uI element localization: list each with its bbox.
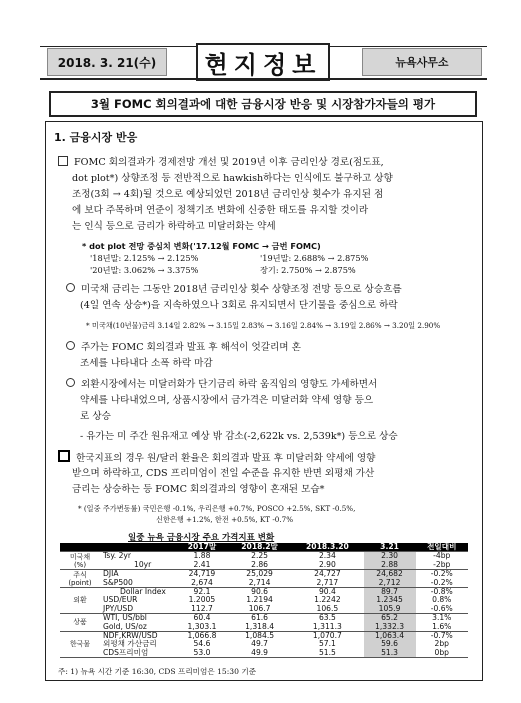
- category-cell: 외환: [60, 588, 100, 614]
- table-cell: 49.7: [251, 639, 269, 649]
- table-cell: 1,063.4: [364, 632, 416, 641]
- table-cell: 2.34: [291, 552, 363, 561]
- paragraph-1-line: FOMC 회의결과가 경제전망 개선 및 2019년 이후 금리인상 경로(점도표,: [58, 155, 384, 171]
- paragraph-2-line: 미국채 금리는 그동안 2018년 금리인상 횟수 상향조정 전망 등으로 상승흐름: [66, 282, 402, 298]
- category-cell: 상품: [60, 614, 100, 632]
- paragraph-3-line: 주가는 FOMC 회의결과 발표 후 해석이 엇갈리며 혼: [66, 340, 301, 356]
- table-cell: 57.1: [318, 639, 336, 649]
- table-cell: -4bp: [416, 552, 468, 561]
- table-cell: -2bp: [433, 559, 451, 569]
- table-cell: 106.7: [248, 603, 271, 613]
- paragraph-4-line: 외환시장에서는 미달러화가 단기금리 하락 움직임의 영향도 가세하면서: [66, 377, 377, 393]
- table-cell: 0bp: [434, 647, 449, 657]
- table-cell: 2.90: [318, 559, 336, 569]
- table-cell: 1.2194: [246, 595, 273, 605]
- table-cell: 92.1: [176, 588, 228, 597]
- oil-price-line: - 유가는 미 주간 원유재고 예상 밖 감소(-2,622k vs. 2,539k*) 등으로 상승: [80, 431, 398, 442]
- indicator-name: NDF,KRW/USD: [100, 632, 176, 641]
- paragraph-1-line: dot plot*) 상향조정 등 전반적으로 hawkish하다는 인식에도 불구하고 상향: [72, 173, 393, 184]
- dotplot-cell: 장기: 2.750% → 2.875%: [260, 265, 356, 275]
- indicator-name: Tsy. 2yr: [100, 552, 176, 561]
- indicator-name: Gold, US/oz: [103, 621, 147, 631]
- paragraph-1-line: 는 인식 등으로 금리가 하락하고 미달러화는 약세: [72, 221, 276, 232]
- table-cell: 2.86: [251, 559, 269, 569]
- table-cell: 2.41: [193, 559, 211, 569]
- table-cell: -0.6%: [430, 603, 453, 613]
- column-header: 전일대비: [416, 543, 468, 552]
- category-cell: 한국물: [60, 632, 100, 658]
- column-header: 3.21: [364, 543, 416, 552]
- table-cell: -0.8%: [416, 588, 468, 597]
- indicator-name: WTI, US/bbl: [100, 614, 176, 623]
- table-cell: 65.2: [364, 614, 416, 623]
- table-cell: 2,674: [191, 577, 213, 587]
- table-title: 일중 뉴욕 금융시장 주요 가격지표 변화: [128, 533, 275, 543]
- table-cell: 1,084.5: [228, 632, 291, 641]
- table-cell: 24,727: [291, 570, 363, 579]
- stock-change-note: 신한은행 +1.2%, 한전 +0.5%, KT -0.7%: [156, 515, 294, 524]
- stock-change-note: * (일중 주가변동률) 국민은행 -0.1%, 우리은행 +0.7%, POSCO +2.5%, SKT -0.5%,: [78, 504, 356, 513]
- table-cell: 2,712: [364, 579, 416, 588]
- table-cell: 59.6: [364, 640, 416, 648]
- table-cell: 1,311.3: [312, 621, 342, 631]
- indicator-name: CDS프리미엄: [103, 647, 149, 657]
- paragraph-1-line: 에 보다 주목하며 연준이 정책기조 변화에 신중한 태도를 유지할 것이라: [72, 205, 369, 216]
- table-cell: 1.2345: [364, 596, 416, 604]
- table-cell: 53.0: [193, 647, 211, 657]
- table-cell: 25,029: [228, 570, 291, 579]
- table-cell: 0.8%: [432, 595, 452, 605]
- table-cell: 63.5: [291, 614, 363, 623]
- indicator-name: USD/EUR: [103, 595, 138, 605]
- table-cell: 1.2242: [314, 595, 341, 605]
- header-rule-bottom: [40, 78, 487, 80]
- table-cell: 51.5: [318, 647, 336, 657]
- paragraph-3-line: 조세를 나타내다 소폭 하락 마감: [80, 358, 213, 369]
- table-cell: 90.6: [228, 588, 291, 597]
- indicator-name: 10yr: [134, 559, 152, 569]
- table-cell: 24,719: [176, 570, 228, 579]
- table-footnote: 주: 1) 뉴욕 시간 기준 16:30, CDS 프리미엄은 15:30 기준: [58, 667, 257, 676]
- table-cell: 112.7: [191, 603, 213, 613]
- category-cell: 미국채 (%): [60, 552, 100, 570]
- table-cell: -0.7%: [416, 632, 468, 641]
- table-cell: 2,714: [248, 577, 271, 587]
- indicator-name: 외평채 가산금리: [103, 639, 157, 649]
- treasury-note: * 미국채(10년물)금리 3.14일 2.82% → 3.15일 2.83% → 3.16일 2.84% → 3.19일 2.86% → 3.20일 2.90%: [86, 321, 441, 330]
- dotplot-cell: '19년말: 2.688% → 2.875%: [260, 253, 369, 263]
- section-heading: 1. 금융시장 반응: [54, 131, 138, 144]
- report-title: 현지정보: [196, 43, 330, 81]
- table-cell: 61.6: [228, 614, 291, 623]
- table-cell: 2bp: [434, 639, 449, 649]
- table-row: [60, 649, 468, 658]
- table-cell: 54.6: [193, 639, 211, 649]
- table-cell: 90.4: [291, 588, 363, 597]
- table-cell: 1,070.7: [291, 632, 363, 641]
- circle-bullet-icon: [66, 283, 75, 292]
- column-header: 2017말: [176, 543, 228, 552]
- paragraph-4-line: 약세를 나타내었으며, 상품시장에서 금가격은 미달러화 약세 영향 등으: [80, 395, 374, 406]
- table-cell: 60.4: [176, 614, 228, 623]
- dotplot-cell: '18년말: 2.125% → 2.125%: [90, 253, 199, 263]
- paragraph-1-line: 조정(3회 → 4회)될 것으로 예상되었던 2018년 금리인상 횟수가 유지된 점: [72, 189, 384, 200]
- market-indicator-table: [60, 543, 468, 658]
- office-name: 뉴욕사무소: [362, 48, 482, 76]
- paragraph-4-line: 로 상승: [80, 411, 111, 422]
- table-cell: 1.88: [176, 552, 228, 561]
- square-bullet-icon: [58, 450, 70, 462]
- circle-bullet-icon: [66, 341, 75, 350]
- dotplot-title: * dot plot 전망 중심치 변화('17.12월 FOMC → 금번 FOMC): [82, 241, 321, 251]
- indicator-name: JPY/USD: [103, 603, 134, 613]
- table-cell: 1,066.8: [176, 632, 228, 641]
- report-date: 2018. 3. 21(수): [47, 48, 167, 76]
- table-cell: 1,318.4: [245, 621, 275, 631]
- table-cell: 2.30: [364, 552, 416, 561]
- table-cell: 2.88: [364, 561, 416, 570]
- table-cell: 89.7: [364, 588, 416, 597]
- category-cell: 주식 (point): [60, 570, 100, 588]
- table-cell: 3.1%: [416, 614, 468, 623]
- table-cell: 1.6%: [432, 621, 452, 631]
- table-cell: 2,717: [316, 577, 339, 587]
- paragraph-5-line: 한국지표의 경우 원/달러 환율은 회의결과 발표 후 미달러화 약세에 영향: [58, 450, 375, 467]
- table-cell: 2.25: [228, 552, 291, 561]
- indicator-name: Dollar Index: [100, 588, 176, 597]
- column-header: [60, 543, 100, 552]
- indicator-name: DJIA: [100, 570, 176, 579]
- indicator-name: S&P500: [103, 577, 133, 587]
- dotplot-cell: '20년말: 3.062% → 3.375%: [90, 265, 199, 275]
- table-cell: 105.9: [364, 605, 416, 614]
- table-cell: 1,303.1: [187, 621, 217, 631]
- column-header: 2018.2말: [228, 543, 291, 552]
- table-cell: 51.3: [364, 649, 416, 658]
- column-header: 2018.3.20: [291, 543, 363, 552]
- square-bullet-icon: [58, 156, 68, 166]
- table-cell: -0.2%: [416, 570, 468, 579]
- paragraph-5-line: 금리는 상승하는 등 FOMC 회의결과의 영향이 혼재된 모습*: [72, 484, 325, 495]
- circle-bullet-icon: [66, 378, 75, 387]
- paragraph-5-line: 받으며 하락하고, CDS 프리미엄이 전일 수준을 유지한 반면 외평채 가산: [72, 468, 375, 479]
- table-cell: -0.2%: [430, 577, 453, 587]
- table-cell: 1,332.3: [364, 623, 416, 632]
- table-cell: 24,682: [364, 570, 416, 579]
- report-subject: 3월 FOMC 회의결과에 대한 금융시장 반응 및 시장참가자들의 평가: [49, 91, 477, 117]
- table-cell: 1.2005: [188, 595, 216, 605]
- table-cell: 106.5: [316, 603, 339, 613]
- table-cell: 49.9: [251, 647, 269, 657]
- paragraph-2-line: (4일 연속 상승*)을 지속하였으나 3회로 유지되면서 단기물을 중심으로 하락: [80, 300, 398, 311]
